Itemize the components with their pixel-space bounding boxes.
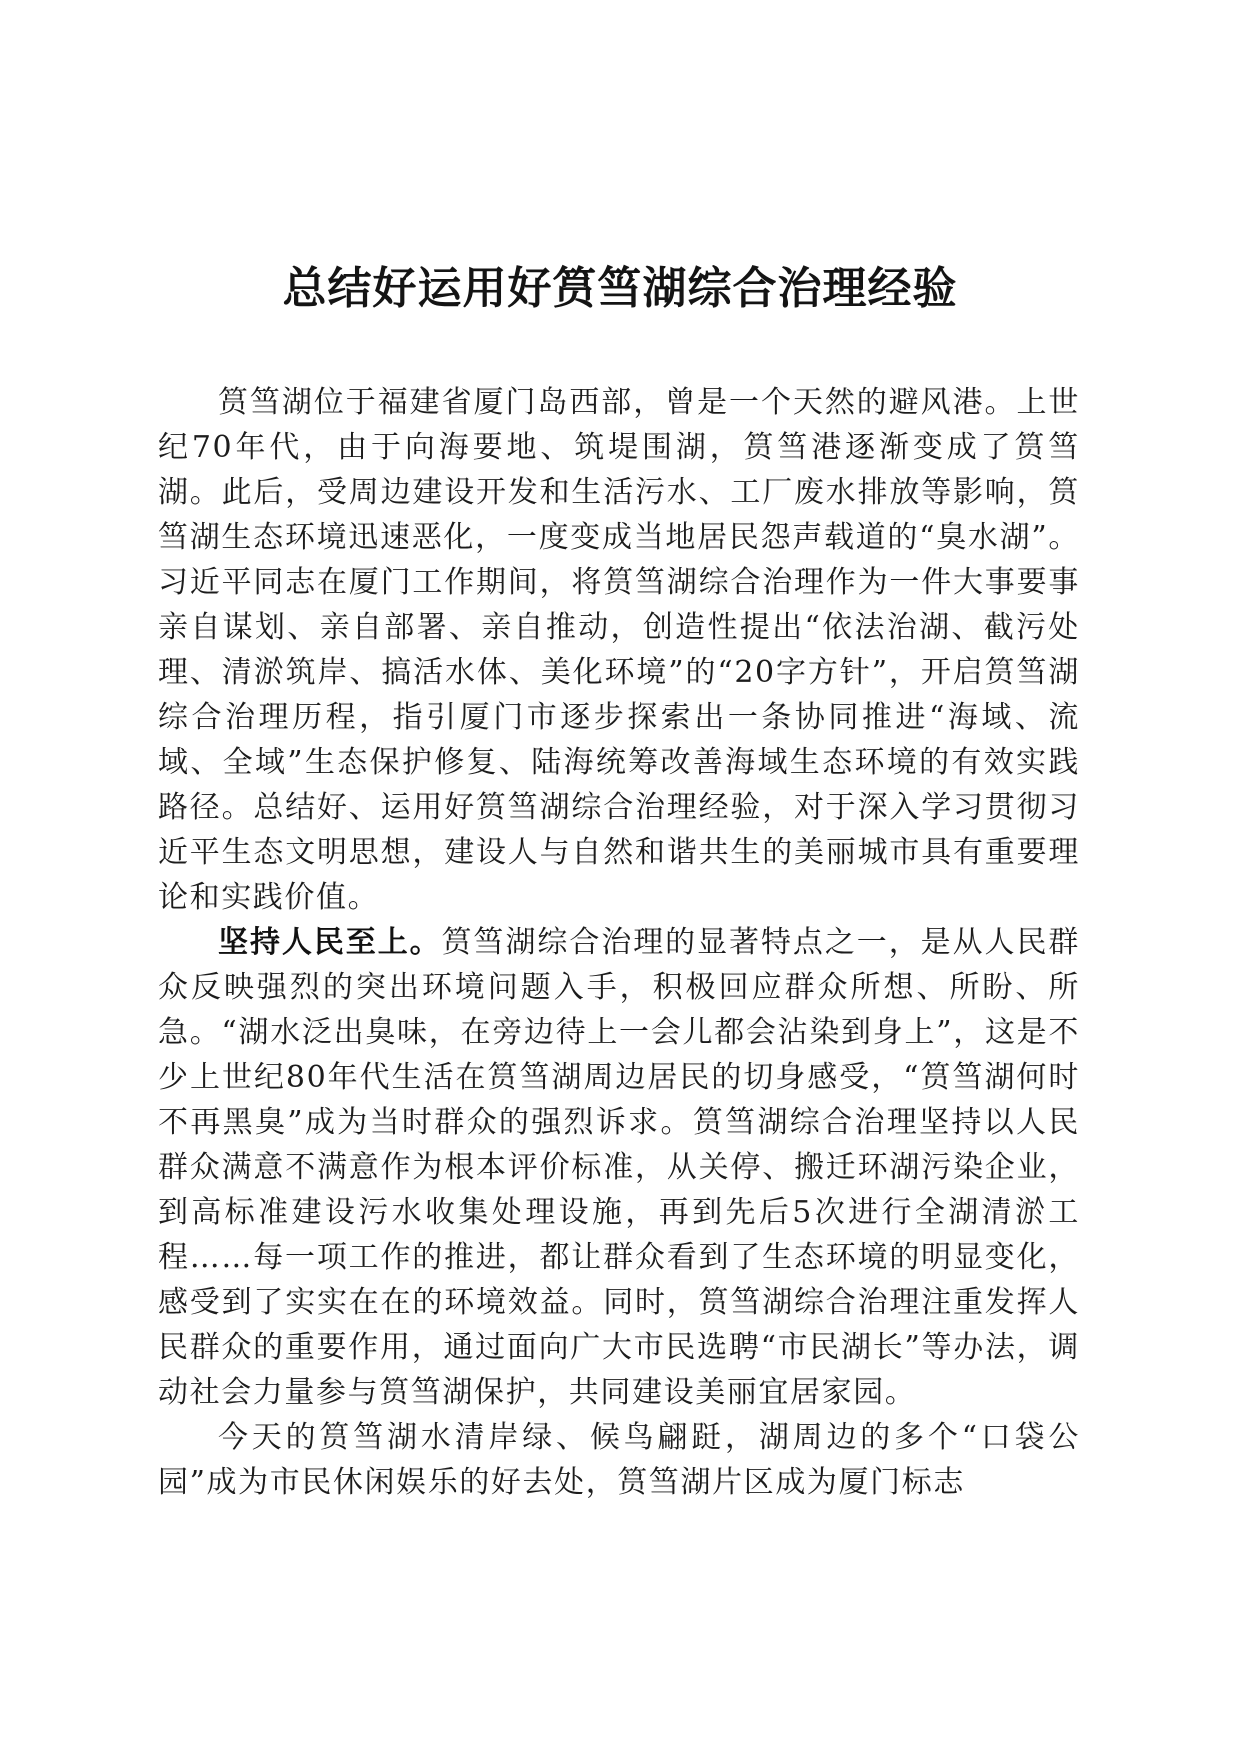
- paragraph-text: 筼筜湖综合治理的显著特点之一，是从人民群众反映强烈的突出环境问题入手，积极回应群众所想、所盼、所急。“湖水泛出臭味，在旁边待上一会儿都会沾染到身上”，这是不少上世纪80年代生活在筼筜湖周边居民的切身感受，“筼筜湖何时不再黑臭”成为当时群众的强烈诉求。筼筜湖综合治理坚持以人民群众满意不满意作为根本评价标准，从关停、搬迁环湖污染企业，到高标准建设污水收集处理设施，再到先后5次进行全湖清淤工程……每一项工作的推进，都让群众看到了生态环境的明显变化，感受到了实实在在的环境效益。同时，筼筜湖综合治理注重发挥人民群众的重要作用，通过面向广大市民选聘“市民湖长”等办法，调动社会力量参与筼筜湖保护，共同建设美丽宜居家园。: [158, 925, 1081, 1410]
- paragraph-lead-heading: 坚持人民至上。: [218, 925, 442, 960]
- article-body: [158, 380, 1080, 1505]
- paragraph-text: 筼筜湖位于福建省厦门岛西部，曾是一个天然的避风港。上世纪70年代，由于向海要地、筑堤围湖，筼筜港逐渐变成了筼筜湖。此后，受周边建设开发和生活污水、工厂废水排放等影响，筼筜湖生态环境迅速恶化，一度变成当地居民怨声载道的“臭水湖”。习近平同志在厦门工作期间，将筼筜湖综合治理作为一件大事要事亲自谋划、亲自部署、亲自推动，创造性提出“依法治湖、截污处理、清淤筑岸、搞活水体、美化环境”的“20字方针”，开启筼筜湖综合治理历程，指引厦门市逐步探索出一条协同推进“海域、流域、全域”生态保护修复、陆海统筹改善海域生态环境的有效实践路径。总结好、运用好筼筜湖综合治理经验，对于深入学习贯彻习近平生态文明思想，建设人与自然和谐共生的美丽城市具有重要理论和实践价值。: [158, 385, 1080, 915]
- paragraph-text: 今天的筼筜湖水清岸绿、候鸟翩跹，湖周边的多个“口袋公园”成为市民休闲娱乐的好去处，筼筜湖片区成为厦门标志: [158, 1420, 1080, 1500]
- paragraph-intro: [158, 380, 1080, 920]
- paragraph-today: [158, 1415, 1080, 1505]
- document-title: 总结好运用好筼筜湖综合治理经验: [282, 263, 958, 315]
- paragraph-people-first: [158, 920, 1080, 1415]
